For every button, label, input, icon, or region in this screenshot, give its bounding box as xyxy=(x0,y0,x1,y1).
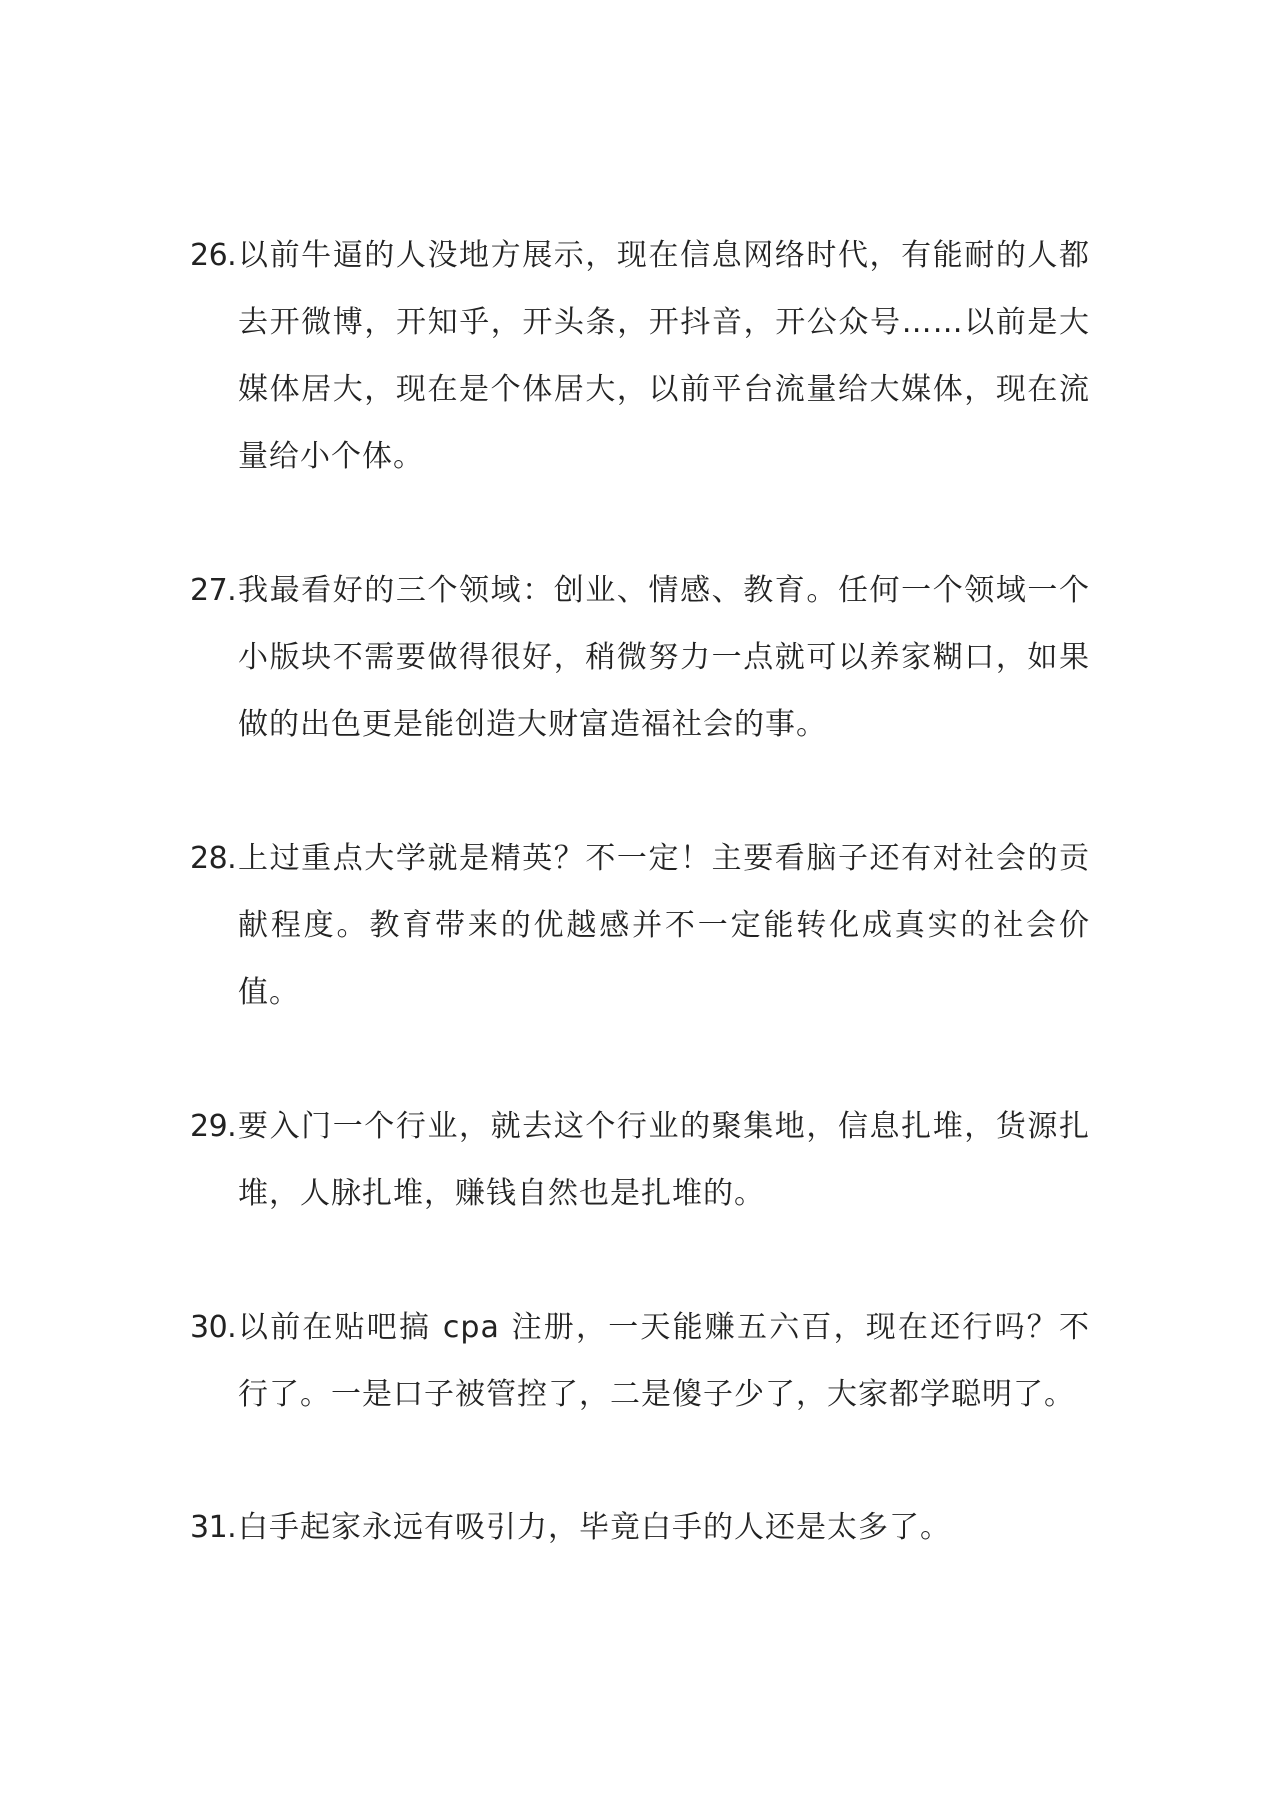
item-text: 以前在贴吧搞 cpa 注册，一天能赚五六百，现在还行吗？不行了。一是口子被管控了，二是傻子少了，大家都学聪明了。 xyxy=(238,1310,1090,1412)
item-text: 要入门一个行业，就去这个行业的聚集地，信息扎堆，货源扎堆，人脉扎堆，赚钱自然也是扎堆的。 xyxy=(238,1109,1090,1211)
list-item xyxy=(190,1093,1090,1227)
item-text: 我最看好的三个领域：创业、情感、教育。任何一个领域一个小版块不需要做得很好，稍微努力一点就可以养家糊口，如果做的出色更是能创造大财富造福社会的事。 xyxy=(238,573,1090,742)
item-text: 白手起家永远有吸引力，毕竟白手的人还是太多了。 xyxy=(238,1510,951,1545)
list-item xyxy=(190,557,1090,758)
item-number: 27. xyxy=(190,573,237,608)
item-number: 29. xyxy=(190,1109,237,1144)
list-item xyxy=(190,222,1090,490)
item-number: 28. xyxy=(190,841,237,876)
list-item xyxy=(190,1494,1090,1561)
item-number: 31. xyxy=(190,1510,237,1545)
item-text: 上过重点大学就是精英？不一定！主要看脑子还有对社会的贡献程度。教育带来的优越感并不一定能转化成真实的社会价值。 xyxy=(238,841,1090,1010)
item-number: 30. xyxy=(190,1310,237,1345)
item-number: 26. xyxy=(190,238,237,273)
list-item xyxy=(190,825,1090,1026)
item-text: 以前牛逼的人没地方展示，现在信息网络时代，有能耐的人都去开微博，开知乎，开头条，开抖音，开公众号……以前是大媒体居大，现在是个体居大，以前平台流量给大媒体，现在流量给小个体。 xyxy=(238,238,1090,474)
list-item xyxy=(190,1294,1090,1428)
